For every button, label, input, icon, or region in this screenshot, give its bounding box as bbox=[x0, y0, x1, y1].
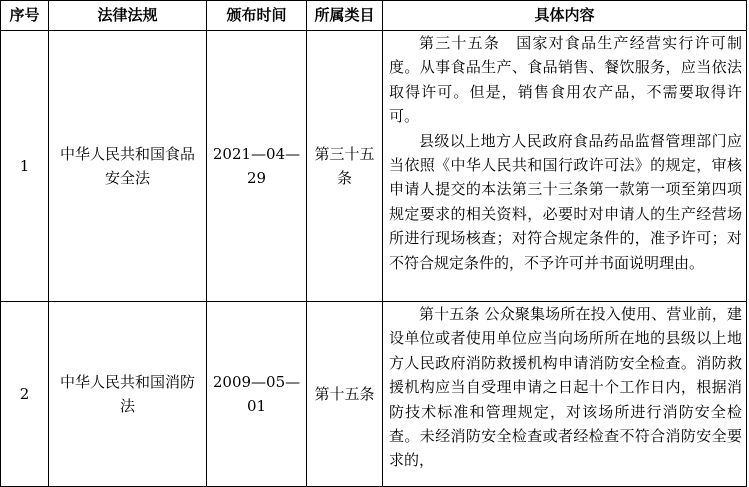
row-law bbox=[49, 31, 207, 302]
content-paragraph: 第十五条 公众聚集场所在投入使用、营业前，建设单位或者使用单位应当向场所所在地的县级以上地方人民政府消防救援机构申请消防安全检查。消防救援机构应当自受理申请之日起十个工作日内，根据消防技术标准和管理规定，对该场所进行消防安全检查。未经消防安全检查或者经检查不符合消防安全要求的， bbox=[389, 305, 742, 470]
row-category bbox=[307, 31, 383, 302]
content-paragraph: 第三十五条 国家对食品生产经营实行许可制度。从事食品生产、食品销售、餐饮服务，应当依法取得许可。但是，销售食用农产品，不需要取得许可。 bbox=[389, 34, 742, 126]
content-paragraph: 县级以上地方人民政府食品药品监督管理部门应当依照《中华人民共和国行政许可法》的规定，审核申请人提交的本法第三十三条第一款第一项至第四项规定要求的相关资料，必要时对申请人的生产经营场所进行现场核查；对符合规定条件的，准予许可；对不符合规定条件的，不予许可并书面说明理由。 bbox=[389, 131, 742, 272]
row-content bbox=[383, 31, 747, 302]
article-category: 第十五条 bbox=[314, 384, 375, 403]
row-content bbox=[383, 302, 747, 487]
content-clip bbox=[389, 302, 742, 486]
row-no: 1 bbox=[1, 31, 49, 302]
issue-date: 2021—04—29 bbox=[212, 144, 301, 187]
issue-date: 2009—05—01 bbox=[212, 372, 301, 415]
row-date bbox=[207, 302, 307, 487]
header-law: 法律法规 bbox=[49, 1, 207, 31]
row-no: 2 bbox=[1, 302, 49, 487]
row-category bbox=[307, 302, 383, 487]
article-category: 第三十五条 bbox=[314, 144, 375, 187]
header-content: 具体内容 bbox=[383, 1, 747, 31]
law-name: 中华人民共和国消防法 bbox=[59, 372, 195, 415]
header-no: 序号 bbox=[1, 1, 49, 31]
header-row bbox=[1, 1, 747, 31]
row-date bbox=[207, 31, 307, 302]
table-row bbox=[1, 31, 747, 302]
header-category: 所属类目 bbox=[307, 1, 383, 31]
law-name: 中华人民共和国食品安全法 bbox=[59, 144, 195, 187]
table-row bbox=[1, 302, 747, 487]
row-law bbox=[49, 302, 207, 487]
header-date: 颁布时间 bbox=[207, 1, 307, 31]
